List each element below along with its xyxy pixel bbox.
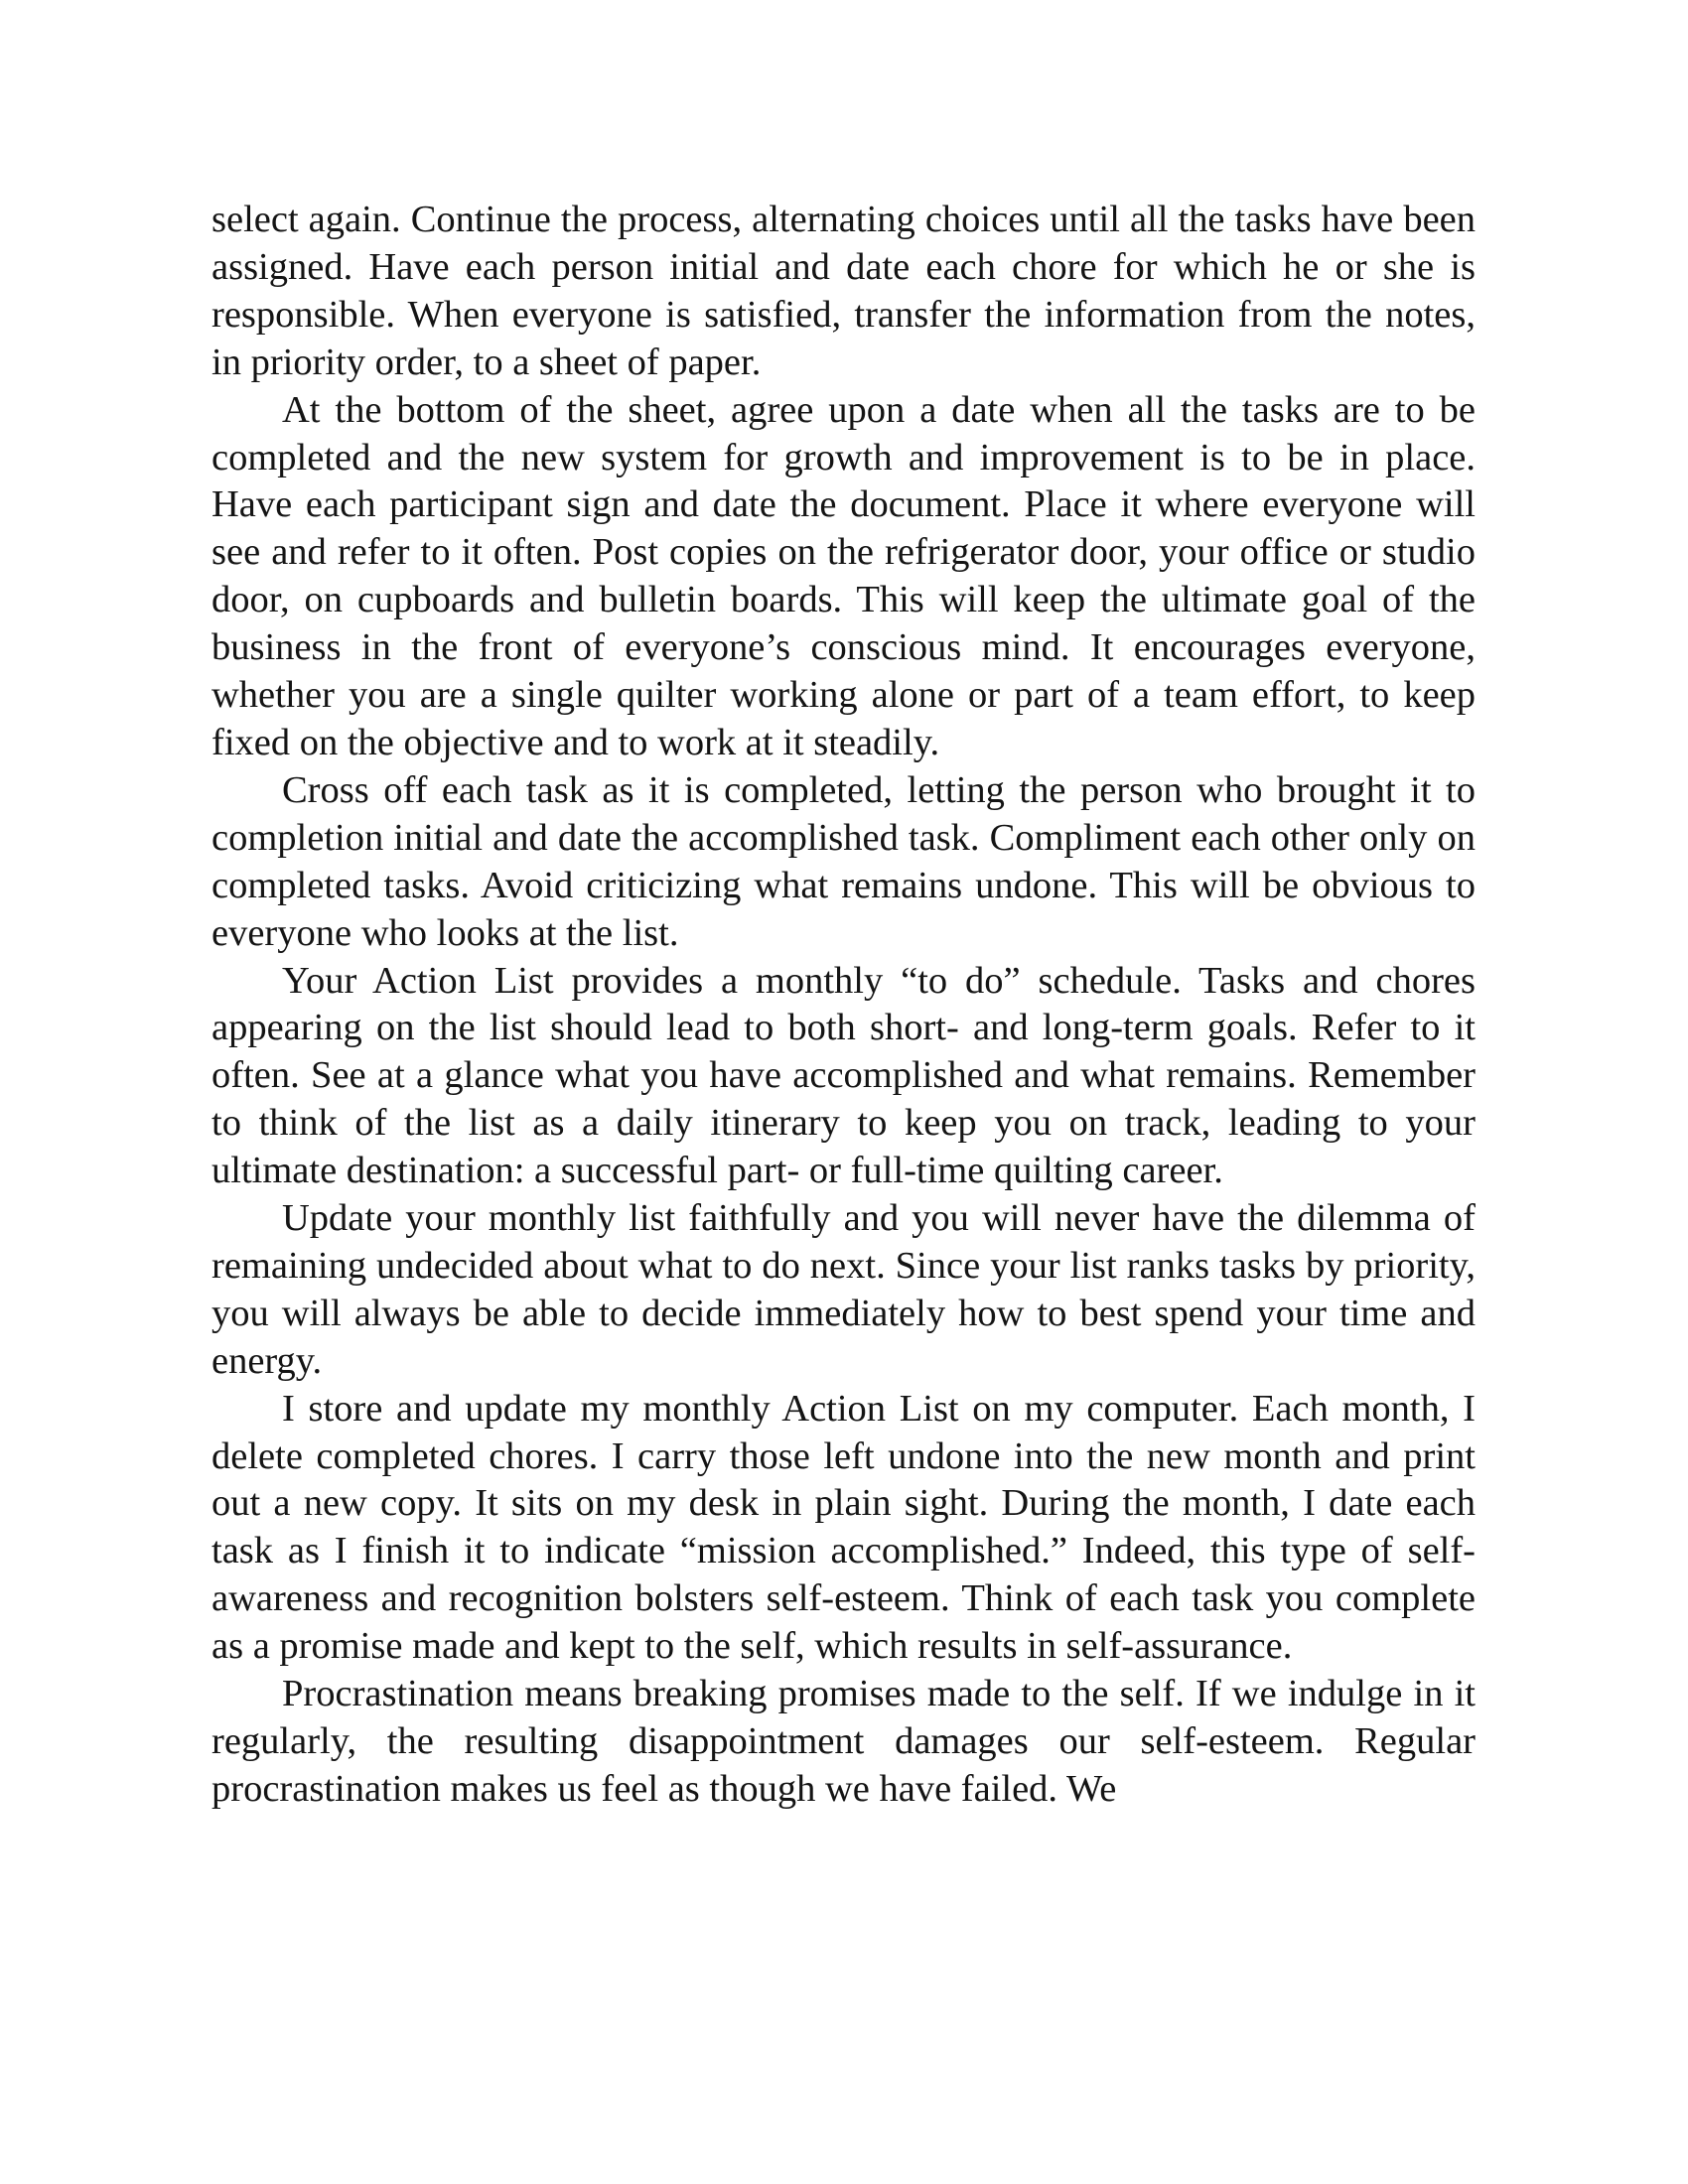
paragraph-5: Update your monthly list faithfully and you will never have the dilemma of remaining undecided about what to do next. Since your list ranks tasks by priority, you will always be able to decide immediately how to best spend your time and energy. (211, 1197, 1476, 1382)
paragraph-3: Cross off each task as it is completed, letting the person who brought it to completion initial and date the accomplished task. Compliment each other only on completed tasks. Avoid criticizing what remains undone. This will be obvious to everyone who looks at the list. (211, 768, 1476, 954)
paragraph-4: Your Action List provides a monthly “to do” schedule. Tasks and chores appearing on the list should lead to both short- and long-term goals. Refer to it often. See at a glance what you have accomplished and what remains. Remember to think of the list as a daily itinerary to keep you on track, leading to your ultimate destination: a successful part- or full-time quilting career. (211, 959, 1476, 1192)
paragraph-2: At the bottom of the sheet, agree upon a date when all the tasks are to be completed and the new system for growth and improvement is to be in place. Have each participant sign and date the document. Place it where everyone will see and refer to it often. Post copies on the refrigerator door, your office or studio door, on cupboards and bulletin boards. This will keep the ultimate goal of the business in the front of everyone’s conscious mind. It encourages everyone, whether you are a single quilter working alone or part of a team effort, to keep fixed on the objective and to work at it steadily. (211, 388, 1476, 763)
paragraph-1: select again. Continue the process, alternating choices until all the tasks have been assigned. Have each person initial and date each chore for which he or she is responsible. When everyone is satisfied, transfer the information from the notes, in priority order, to a sheet of paper. (211, 199, 1476, 383)
page-body (211, 197, 1476, 1814)
paragraph-6: I store and update my monthly Action List on my computer. Each month, I delete completed chores. I carry those left undone into the new month and print out a new copy. It sits on my desk in plain sight. During the month, I date each task as I finish it to indicate “mission accomplished.” Indeed, this type of self-awareness and recognition bolsters self-esteem. Think of each task you complete as a promise made and kept to the self, which results in self-assurance. (211, 1387, 1476, 1668)
paragraph-7: Procrastination means breaking promises made to the self. If we indulge in it regularly, the resulting disappointment damages our self-esteem. Regular procrastination makes us feel as though we have failed. We (211, 1673, 1476, 1810)
